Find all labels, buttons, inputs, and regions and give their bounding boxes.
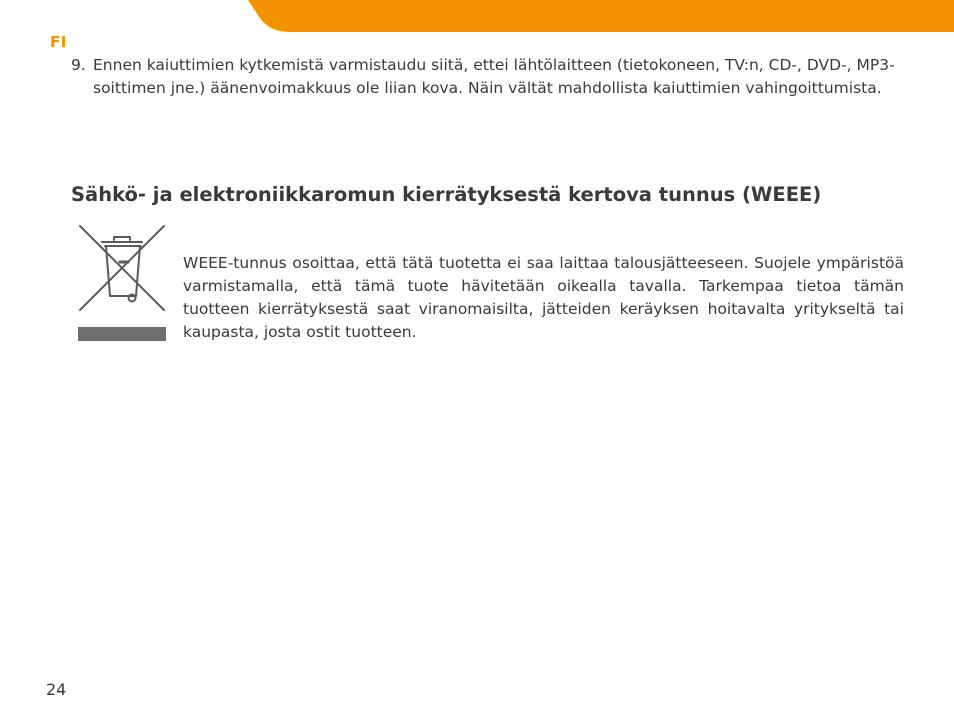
list-item-text: Ennen kaiuttimien kytkemistä varmistaudu siitä, ettei lähtölaitteen (tietokoneen, TV:n, CD-, DVD-, MP3-soittimen jne.) äänenvoimakkuus ole liian kova. Näin vältät mahdollista kaiuttimien vahingoittumista. (93, 56, 895, 97)
header-orange-tab (248, 0, 954, 32)
weee-description: WEEE-tunnus osoittaa, että tätä tuotetta ei saa laittaa talousjätteeseen. Suojele ympäristöä varmistamalla, että tämä tuote hävitetään oikealla tavalla. Tarkempaa tietoa tämän tuotteen kierrätyksestä saat viranomaisilta, jätteiden keräyksen hoitavalta yritykseltä tai kaupasta, josta ostit tuotteen. (183, 254, 904, 341)
list-item-number: 9. (71, 56, 86, 74)
crossed-out-wheelie-bin-icon (74, 224, 170, 346)
language-tag: FI (50, 33, 67, 51)
page-number: 24 (46, 680, 67, 699)
list-item (71, 54, 901, 100)
section-heading: Sähkö- ja elektroniikkaromun kierrätyksestä kertova tunnus (WEEE) (71, 183, 822, 206)
